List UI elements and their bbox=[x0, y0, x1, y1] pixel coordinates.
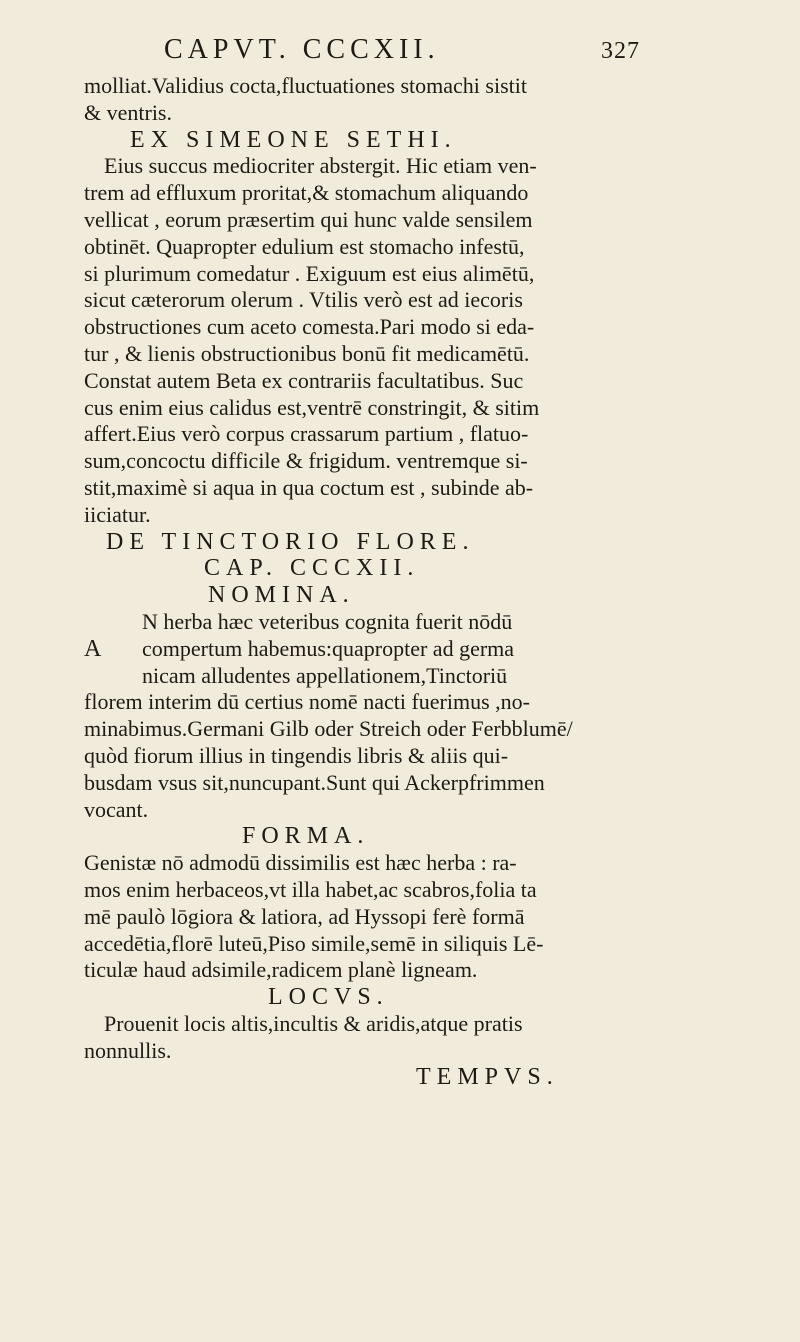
marginal-letter: A bbox=[84, 635, 102, 662]
text-line: quòd fiorum illius in tingendis libris & aliis qui- bbox=[84, 742, 509, 768]
text-line bbox=[84, 609, 640, 636]
line-text: compertum habemus:quapropter ad germa bbox=[142, 635, 515, 661]
text-line: vocant. bbox=[84, 796, 149, 822]
text-line: mē paulò lōgiora & latiora, ad Hyssopi ferè formā bbox=[84, 903, 525, 929]
text-line: iiciatur. bbox=[84, 501, 151, 527]
text-line: Prouenit locis altis,incultis & aridis,atque pratis bbox=[104, 1010, 523, 1036]
text-line: si plurimum comedatur . Exiguum est eius alimētū, bbox=[84, 260, 535, 286]
text-line: accedētia,florē luteū,Piso simile,semē in siliquis Lē- bbox=[84, 930, 544, 956]
text-line: busdam vsus sit,nuncupant.Sunt qui Ackerpfrimmen bbox=[84, 769, 545, 795]
section-heading: NOMINA. bbox=[208, 582, 355, 609]
section-heading: DE TINCTORIO FLORE. bbox=[106, 528, 475, 555]
section-heading: EX SIMEONE SETHI. bbox=[130, 126, 457, 153]
section-heading: LOCVS. bbox=[268, 984, 389, 1011]
text-line: minabimus.Germani Gilb oder Streich oder Ferbblumē/ bbox=[84, 716, 573, 742]
text-line: cus enim eius calidus est,ventrē constringit, & sitim bbox=[84, 394, 540, 420]
text-line: ticulæ haud adsimile,radicem planè ligneam. bbox=[84, 957, 478, 983]
section-heading: CAP. CCCXII. bbox=[204, 555, 420, 582]
section-heading: TEMPVS. bbox=[416, 1064, 559, 1091]
text-line: Constat autem Beta ex contrariis facultatibus. Suc bbox=[84, 367, 524, 393]
text-line: nonnullis. bbox=[84, 1037, 172, 1063]
text-body bbox=[84, 73, 640, 1091]
text-line bbox=[84, 663, 640, 690]
text-line: Eius succus mediocriter abstergit. Hic etiam ven- bbox=[104, 153, 537, 179]
section-heading: FORMA. bbox=[242, 823, 370, 850]
text-line: molliat.Validius cocta,fluctuationes stomachi sistit bbox=[84, 73, 527, 98]
text-line: & ventris. bbox=[84, 99, 172, 125]
text-line: obtinēt. Quapropter edulium est stomacho infestū, bbox=[84, 233, 525, 259]
text-line: Genistæ nō admodū dissimilis est hæc herba : ra- bbox=[84, 850, 517, 876]
text-line: stit,maximè si aqua in qua coctum est , subinde ab- bbox=[84, 474, 534, 500]
text-line: mos enim herbaceos,vt illa habet,ac scabros,folia ta bbox=[84, 876, 537, 902]
text-line bbox=[84, 636, 640, 663]
page-number: 327 bbox=[601, 38, 640, 64]
text-line: affert.Eius verò corpus crassarum partium , flatuo- bbox=[84, 421, 529, 447]
text-line: sum,concoctu difficile & frigidum. ventremque si- bbox=[84, 448, 528, 474]
text-line: tur , & lienis obstructionibus bonū fit medicamētū. bbox=[84, 340, 530, 366]
text-line: vellicat , eorum præsertim qui hunc valde sensilem bbox=[84, 206, 533, 232]
text-line: florem interim dū certius nomē nacti fuerimus ,no- bbox=[84, 689, 530, 715]
line-text: nicam alludentes appellationem,Tinctoriū bbox=[142, 662, 508, 688]
line-text: N herba hæc veteribus cognita fuerit nōdū bbox=[142, 608, 513, 634]
text-line: obstructiones cum aceto comesta.Pari modo si eda- bbox=[84, 314, 535, 340]
text-line: sicut cæterorum olerum . Vtilis verò est ad iecoris bbox=[84, 287, 523, 313]
running-head bbox=[164, 30, 640, 71]
text-line: trem ad effluxum proritat,& stomachum aliquando bbox=[84, 180, 529, 206]
chapter-title: CAPVT. CCCXII. bbox=[164, 34, 440, 65]
